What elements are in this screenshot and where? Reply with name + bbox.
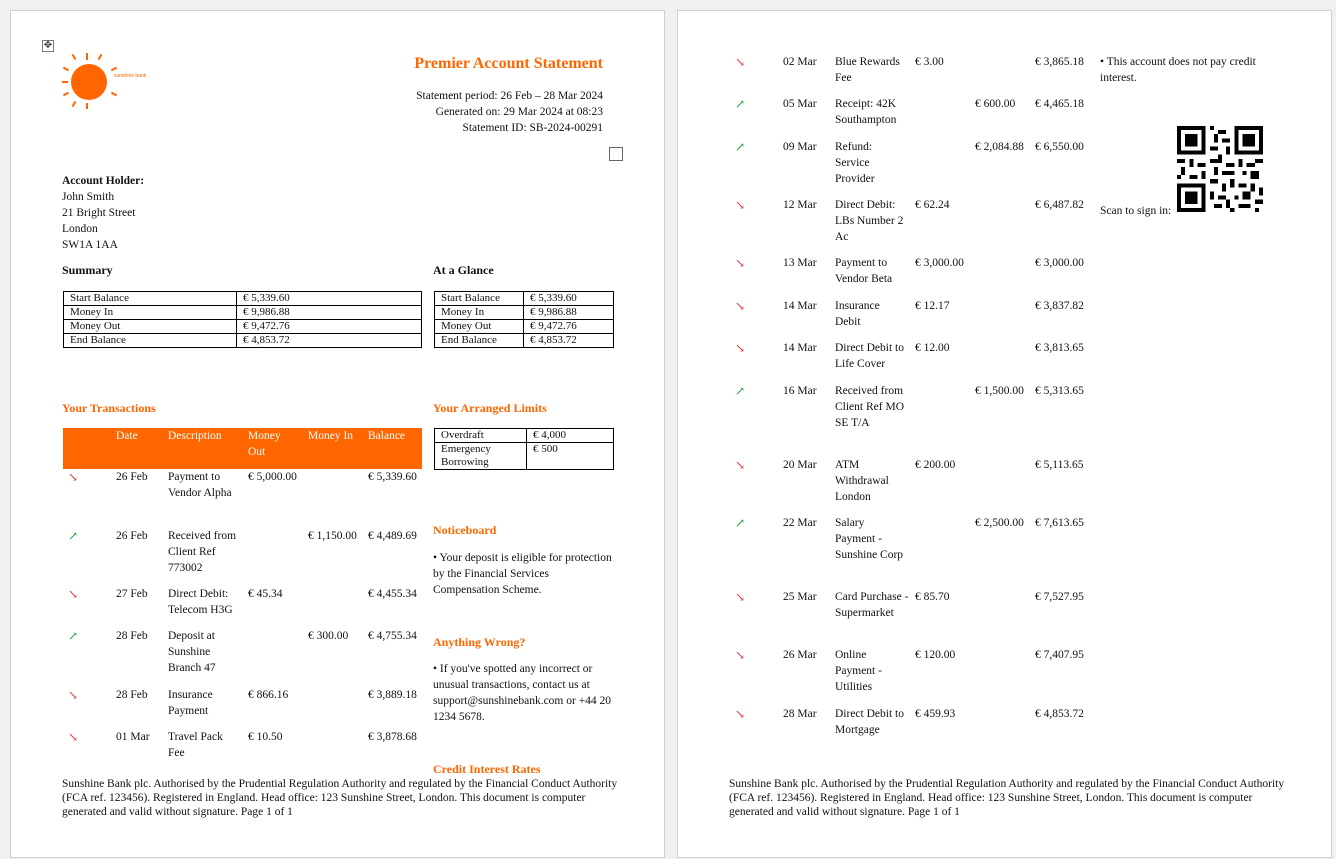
tx-date: 28 Feb: [116, 630, 148, 642]
tx-desc: Refund: Service Provider: [835, 141, 875, 185]
arrow-down-icon: ↘: [735, 198, 746, 212]
page-1: [10, 10, 665, 858]
tx-desc: Travel Pack Fee: [168, 731, 223, 759]
noticeboard-title: Noticeboard: [433, 523, 497, 537]
tx-date: 16 Mar: [783, 385, 817, 397]
limits-row: [435, 443, 614, 470]
tx-in: € 2,084.88: [975, 141, 1024, 153]
glance-row: [435, 306, 614, 320]
tx-in: € 1,150.00: [308, 530, 357, 542]
tx-out: € 3.00: [915, 56, 944, 68]
glance-row: [435, 334, 614, 348]
glance-value: € 5,339.60: [524, 292, 614, 306]
summary-value: € 5,339.60: [237, 292, 422, 306]
tx-in: € 600.00: [975, 98, 1016, 110]
glance-title: At a Glance: [433, 263, 494, 277]
arrow-down-icon: ↘: [735, 590, 746, 604]
arrow-down-icon: ↘: [735, 299, 746, 313]
summary-row: [64, 334, 422, 348]
arrow-down-icon: ↘: [68, 470, 79, 484]
col-description: Description: [168, 430, 222, 442]
summary-label: End Balance: [64, 334, 237, 348]
statement-title: Premier Account Statement: [414, 55, 603, 72]
col-money-out: Money Out: [248, 430, 281, 458]
tx-date: 20 Mar: [783, 459, 817, 471]
summary-row: [64, 320, 422, 334]
tx-balance: € 3,865.18: [1035, 56, 1084, 68]
tx-balance: € 6,550.00: [1035, 141, 1084, 153]
tx-balance: € 7,407.95: [1035, 649, 1084, 661]
arrow-down-icon: ↘: [735, 341, 746, 355]
move-handle-icon[interactable]: ✥: [43, 40, 53, 51]
statement-period: Statement period: 26 Feb – 28 Mar 2024: [416, 90, 603, 102]
tx-balance: € 5,313.65: [1035, 385, 1084, 397]
tx-balance: € 7,527.95: [1035, 591, 1084, 603]
arrow-down-icon: ↘: [735, 55, 746, 69]
summary-value: € 9,986.88: [237, 306, 422, 320]
glance-row: [435, 292, 614, 306]
limit-label: Emergency Borrowing: [435, 443, 527, 470]
summary-label: Money Out: [64, 320, 237, 334]
tx-desc: ATM Withdrawal London: [835, 459, 889, 503]
tx-in: € 300.00: [308, 630, 349, 642]
tx-date: 27 Feb: [116, 588, 148, 600]
col-balance: Balance: [368, 430, 406, 442]
tx-date: 05 Mar: [783, 98, 817, 110]
tx-balance: € 3,000.00: [1035, 257, 1084, 269]
tx-in: € 2,500.00: [975, 517, 1024, 529]
summary-table: [63, 291, 422, 348]
glance-label: End Balance: [435, 334, 524, 348]
glance-label: Money In: [435, 306, 524, 320]
tx-date: 01 Mar: [116, 731, 150, 743]
page-2: [677, 10, 1332, 858]
generated-on: Generated on: 29 Mar 2024 at 08:23: [435, 106, 603, 118]
tx-desc: Online Payment - Utilities: [835, 649, 882, 693]
tx-desc: Insurance Payment: [168, 689, 213, 717]
glance-value: € 9,986.88: [524, 306, 614, 320]
tx-date: 28 Mar: [783, 708, 817, 720]
tx-date: 13 Mar: [783, 257, 817, 269]
tx-desc: Direct Debit: Telecom H3G: [168, 588, 233, 616]
arrow-up-icon: ↗: [735, 97, 746, 111]
limit-label: Overdraft: [435, 429, 527, 443]
checkbox[interactable]: [609, 147, 623, 161]
tx-out: € 12.00: [915, 342, 950, 354]
tx-desc: Received from Client Ref MO SE T/A: [835, 385, 904, 429]
tx-desc: Direct Debit to Life Cover: [835, 342, 904, 370]
summary-row: [64, 306, 422, 320]
tx-balance: € 3,813.65: [1035, 342, 1084, 354]
tx-balance: € 6,487.82: [1035, 199, 1084, 211]
holder-street: 21 Bright Street: [62, 207, 136, 219]
noticeboard-text: • Your deposit is eligible for protection by the Financial Services Compensation Scheme.: [433, 552, 612, 596]
arrow-down-icon: ↘: [68, 730, 79, 744]
tx-desc: Receipt: 42K Southampton: [835, 98, 897, 126]
tx-balance: € 7,613.65: [1035, 517, 1084, 529]
summary-label: Money In: [64, 306, 237, 320]
arrow-up-icon: ↗: [735, 516, 746, 530]
tx-balance: € 4,489.69: [368, 530, 417, 542]
tx-out: € 62.24: [915, 199, 950, 211]
limit-value: € 500: [527, 443, 614, 470]
statement-meta: [416, 88, 603, 136]
glance-row: [435, 320, 614, 334]
summary-row: [64, 292, 422, 306]
limits-row: [435, 429, 614, 443]
tx-desc: Payment to Vendor Alpha: [168, 471, 232, 499]
tx-desc: Salary Payment - Sunshine Corp: [835, 517, 904, 561]
tx-desc: Insurance Debit: [835, 300, 880, 328]
summary-title: Summary: [62, 263, 113, 277]
arrow-down-icon: ↘: [735, 458, 746, 472]
tx-balance: € 3,889.18: [368, 689, 417, 701]
logo-text: sunshine bank: [114, 73, 147, 79]
tx-date: 26 Feb: [116, 471, 148, 483]
arrow-down-icon: ↘: [735, 648, 746, 662]
tx-desc: Payment to Vendor Beta: [835, 257, 893, 285]
glance-label: Money Out: [435, 320, 524, 334]
tx-out: € 866.16: [248, 689, 289, 701]
tx-date: 14 Mar: [783, 300, 817, 312]
tx-desc: Blue Rewards Fee: [835, 56, 900, 84]
anything-wrong-text: • If you've spotted any incorrect or unusual transactions, contact us at support@sunshinebank.com or +44 20 1234 5678.: [433, 663, 612, 723]
glance-value: € 9,472.76: [524, 320, 614, 334]
transactions-title: Your Transactions: [62, 401, 156, 415]
tx-balance: € 5,339.60: [368, 471, 417, 483]
tx-out: € 5,000.00: [248, 471, 297, 483]
arrow-up-icon: ↗: [735, 140, 746, 154]
tx-desc: Deposit at Sunshine Branch 47: [168, 630, 216, 674]
tx-balance: € 5,113.65: [1035, 459, 1084, 471]
glance-label: Start Balance: [435, 292, 524, 306]
tx-date: 26 Feb: [116, 530, 148, 542]
arrow-down-icon: ↘: [68, 587, 79, 601]
tx-balance: € 4,755.34: [368, 630, 417, 642]
holder-postcode: SW1A 1AA: [62, 239, 118, 251]
tx-desc: Received from Client Ref 773002: [168, 530, 237, 574]
qr-label: Scan to sign in:: [1100, 205, 1172, 217]
arrow-down-icon: ↘: [735, 256, 746, 270]
account-holder-label: Account Holder:: [62, 175, 145, 187]
arrow-up-icon: ↗: [735, 384, 746, 398]
tx-out: € 12.17: [915, 300, 950, 312]
tx-out: € 3,000.00: [915, 257, 964, 269]
account-holder-block: [62, 173, 144, 253]
glance-table: [434, 291, 614, 348]
tx-balance: € 3,878.68: [368, 731, 417, 743]
arrow-down-icon: ↘: [735, 707, 746, 721]
tx-out: € 45.34: [248, 588, 283, 600]
tx-balance: € 4,455.34: [368, 588, 417, 600]
limits-title: Your Arranged Limits: [433, 401, 547, 415]
arrow-down-icon: ↘: [68, 688, 79, 702]
tx-out: € 10.50: [248, 731, 283, 743]
tx-desc: Direct Debit: LBs Number 2 Ac: [835, 199, 904, 243]
credit-interest-title: Credit Interest Rates: [433, 762, 541, 776]
tx-balance: € 3,837.82: [1035, 300, 1084, 312]
qr-code-icon[interactable]: [1177, 126, 1263, 212]
tx-out: € 200.00: [915, 459, 956, 471]
footer-text: Sunshine Bank plc. Authorised by the Prudential Regulation Authority and regulated by the Financial Conduct Authority (FCA ref. 123456). Registered in England. Head office: 123 Sunshine Street, London. This document is computer generated and valid without signature. Page 1 of 1: [729, 778, 1285, 818]
statement-id: Statement ID: SB-2024-00291: [462, 122, 603, 134]
tx-out: € 85.70: [915, 591, 950, 603]
tx-date: 14 Mar: [783, 342, 817, 354]
glance-value: € 4,853.72: [524, 334, 614, 348]
transactions-header: [63, 428, 422, 469]
limit-value: € 4,000: [527, 429, 614, 443]
tx-date: 12 Mar: [783, 199, 817, 211]
tx-date: 22 Mar: [783, 517, 817, 529]
arrow-up-icon: ↗: [68, 529, 79, 543]
summary-value: € 4,853.72: [237, 334, 422, 348]
tx-desc: Direct Debit to Mortgage: [835, 708, 904, 736]
holder-name: John Smith: [62, 191, 115, 203]
col-date: Date: [116, 430, 138, 442]
summary-value: € 9,472.76: [237, 320, 422, 334]
arrow-up-icon: ↗: [68, 629, 79, 643]
tx-desc: Card Purchase - Supermarket: [835, 591, 909, 619]
holder-city: London: [62, 223, 98, 235]
tx-out: € 120.00: [915, 649, 956, 661]
col-money-in: Money In: [308, 430, 354, 442]
tx-date: 09 Mar: [783, 141, 817, 153]
tx-out: € 459.93: [915, 708, 956, 720]
tx-balance: € 4,465.18: [1035, 98, 1084, 110]
summary-label: Start Balance: [64, 292, 237, 306]
anything-wrong-title: Anything Wrong?: [433, 635, 526, 649]
limits-table: [434, 428, 614, 470]
tx-date: 02 Mar: [783, 56, 817, 68]
tx-date: 26 Mar: [783, 649, 817, 661]
tx-date: 28 Feb: [116, 689, 148, 701]
tx-date: 25 Mar: [783, 591, 817, 603]
tx-in: € 1,500.00: [975, 385, 1024, 397]
footer-text: Sunshine Bank plc. Authorised by the Prudential Regulation Authority and regulated by the Financial Conduct Authority (FCA ref. 123456). Registered in England. Head office: 123 Sunshine Street, London. This document is computer generated and valid without signature. Page 1 of 1: [62, 778, 618, 818]
tx-balance: € 4,853.72: [1035, 708, 1084, 720]
credit-interest-text: • This account does not pay credit interest.: [1100, 56, 1256, 84]
